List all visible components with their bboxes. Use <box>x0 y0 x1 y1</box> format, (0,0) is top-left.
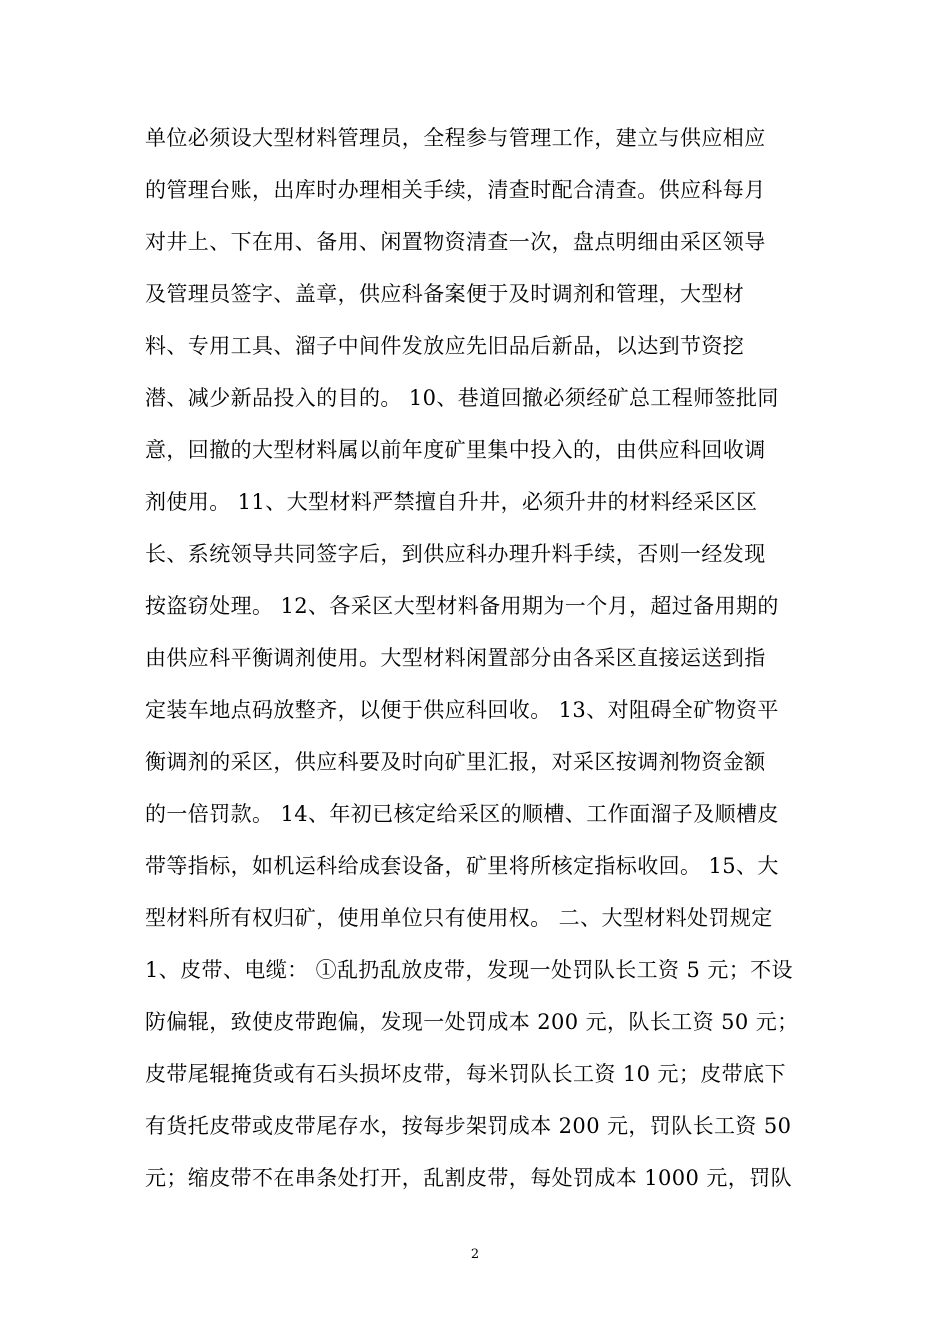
text-line: 的一倍罚款。 14、年初已核定给采区的顺槽、工作面溜子及顺槽皮 <box>145 802 779 826</box>
text-line: 衡调剂的采区，供应科要及时向矿里汇报，对采区按调剂物资金额 <box>145 750 766 774</box>
text-line: 型材料所有权归矿，使用单位只有使用权。 二、大型材料处罚规定 <box>145 906 773 930</box>
text-line: 单位必须设大型材料管理员，全程参与管理工作，建立与供应相应 <box>145 126 766 150</box>
text-line: 意，回撤的大型材料属以前年度矿里集中投入的，由供应科回收调 <box>145 438 766 462</box>
text-line: 对井上、下在用、备用、闲置物资清查一次，盘点明细由采区领导 <box>145 230 766 254</box>
text-line: 元；缩皮带不在串条处打开，乱割皮带，每处罚成本 1000 元，罚队 <box>145 1166 792 1190</box>
text-line: 皮带尾辊掩货或有石头损坏皮带，每米罚队长工资 10 元；皮带底下 <box>145 1062 786 1086</box>
page-number: 2 <box>470 1247 480 1262</box>
text-line: 料、专用工具、溜子中间件发放应先旧品后新品，以达到节资挖 <box>145 334 745 358</box>
text-line: 剂使用。 11、大型材料严禁擅自升井，必须升井的材料经采区区 <box>145 490 758 514</box>
text-line: 潜、减少新品投入的目的。 10、巷道回撤必须经矿总工程师签批同 <box>145 386 779 410</box>
text-line: 防偏辊，致使皮带跑偏，发现一处罚成本 200 元，队长工资 50 元； <box>145 1010 799 1034</box>
text-line: 有货托皮带或皮带尾存水，按每步架罚成本 200 元，罚队长工资 50 <box>145 1114 792 1138</box>
text-line: 及管理员签字、盖章，供应科备案便于及时调剂和管理，大型材 <box>145 282 745 306</box>
text-line: 的管理台账，出库时办理相关手续，清查时配合清查。供应科每月 <box>145 178 766 202</box>
text-line: 定装车地点码放整齐，以便于供应科回收。 13、对阻碍全矿物资平 <box>145 698 779 722</box>
text-line: 1、皮带、电缆： ①乱扔乱放皮带，发现一处罚队长工资 5 元；不设 <box>145 958 793 982</box>
text-line: 带等指标，如机运科给成套设备，矿里将所核定指标收回。 15、大 <box>145 854 779 878</box>
body-text <box>145 112 825 1204</box>
text-line: 按盗窃处理。 12、各采区大型材料备用期为一个月，超过备用期的 <box>145 594 779 618</box>
text-line: 长、系统领导共同签字后，到供应科办理升料手续，否则一经发现 <box>145 542 766 566</box>
text-line: 由供应科平衡调剂使用。大型材料闲置部分由各采区直接运送到指 <box>145 646 766 670</box>
